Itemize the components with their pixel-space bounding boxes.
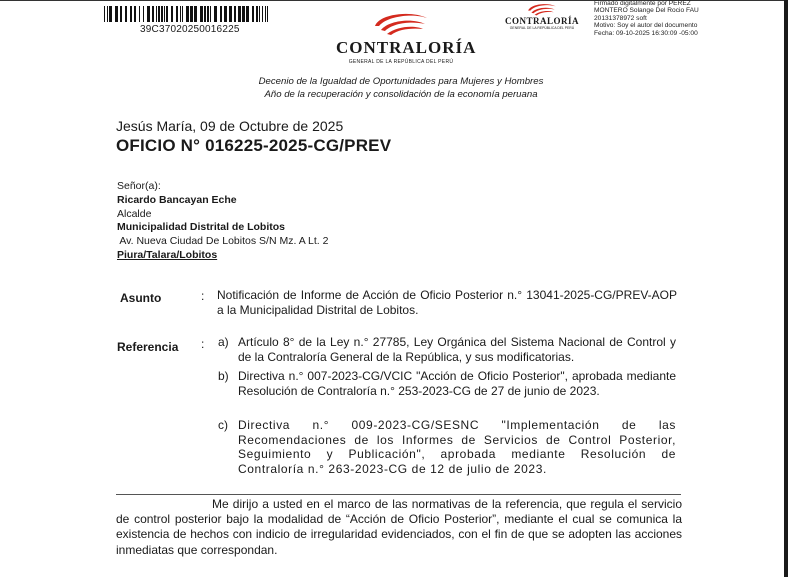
- signature-line: Firmado digitalmente por PEREZ: [594, 0, 691, 7]
- referencia-item-letter: a): [218, 335, 229, 349]
- signature-line: Fecha: 09-10-2025 16:30:09 -05:00: [594, 29, 698, 37]
- page-right-edge: [784, 0, 788, 577]
- decenio-header: [236, 75, 566, 101]
- recipient-address: Av. Nueva Ciudad De Lobitos S/N Mz. A Lt. 2: [117, 235, 329, 248]
- asunto-text: Notificación de Informe de Acción de Oficio Posterior n.° 13041-2025-CG/PREV-AOP a la Municipalidad Distrital de Lobitos.: [217, 288, 677, 317]
- signature-line: 20131378972 soft: [594, 14, 647, 22]
- section-divider: [116, 494, 681, 495]
- contraloria-emblem-icon: [369, 10, 433, 36]
- recipient-entity: Municipalidad Distrital de Lobitos: [117, 221, 286, 234]
- referencia-item-text: Directiva n.° 007-2023-CG/VCIC "Acción de Oficio Posterior", aprobada mediante Resolución de Contraloría n.° 253-2023-CG de 27 de junio de 2023.: [238, 369, 676, 398]
- asunto-label: Asunto: [120, 291, 162, 305]
- recipient-location: Piura/Talara/Lobitos: [117, 248, 218, 261]
- year-name-line: Año de la recuperación y consolidación de la economía peruana: [264, 89, 538, 100]
- logo-subtitle: GENERAL DE LA REPÚBLICA DEL PERÚ: [348, 59, 454, 65]
- recipient-position: Alcalde: [117, 207, 152, 220]
- referencia-item-text: Artículo 8° de la Ley n.° 27785, Ley Orgánica del Sistema Nacional de Control y de la Contraloría General de la República, y sus modificatorias.: [238, 335, 676, 364]
- logo-small-name: CONTRALORÍA: [505, 16, 580, 26]
- logo-small-subtitle: GENERAL DE LA REPÚBLICA DEL PERÚ: [509, 26, 575, 30]
- salutation: Señor(a):: [117, 180, 161, 192]
- asunto-colon: :: [201, 289, 205, 303]
- oficio-number: OFICIO N° 016225-2025-CG/PREV: [116, 136, 392, 155]
- referencia-item-text: Directiva n.° 009-2023-CG/SESNC "Implementación de las Recomendaciones de los Informes de Servicios de Control Posterior, Seguimiento y Publicación", aprobada mediante Resolución de Contraloría n.° 263-2023-CG de 12 de julio de 2023.: [238, 418, 676, 476]
- barcode-number: 39C37020250016225: [140, 24, 240, 35]
- place-date: Jesús María, 09 de Octubre de 2025: [116, 118, 344, 134]
- digital-signature: [594, 0, 699, 37]
- referencia-item-letter: c): [218, 418, 228, 432]
- signature-line: Motivo: Soy el autor del documento: [594, 22, 698, 30]
- signature-line: MONTERO Solange Del Rocio FAU: [594, 7, 699, 15]
- contraloria-logo: [336, 10, 477, 65]
- contraloria-emblem-small-icon: [525, 2, 559, 16]
- recipient-name: Ricardo Bancayan Eche: [117, 193, 237, 206]
- referencia-label: Referencia: [117, 340, 179, 354]
- logo-name: CONTRALORÍA: [336, 38, 477, 57]
- body-paragraph: Me dirijo a usted en el marco de las normativas de la referencia, que regula el servicio de control posterior bajo la modalidad de “Acción de Oficio Posterior”, mediante el cual se comunica la existencia de hechos con indicio de irregularidad evidenciados, con el fin de que se adopten las acciones inmediatas que correspondan.: [116, 497, 682, 557]
- contraloria-logo-small: [505, 2, 579, 30]
- barcode: [104, 6, 270, 22]
- decenio-line: Decenio de la Igualdad de Oportunidades para Mujeres y Hombres: [258, 76, 544, 87]
- recipient-block: [117, 180, 328, 263]
- referencia-item-letter: b): [218, 369, 229, 383]
- referencia-colon: :: [201, 337, 205, 351]
